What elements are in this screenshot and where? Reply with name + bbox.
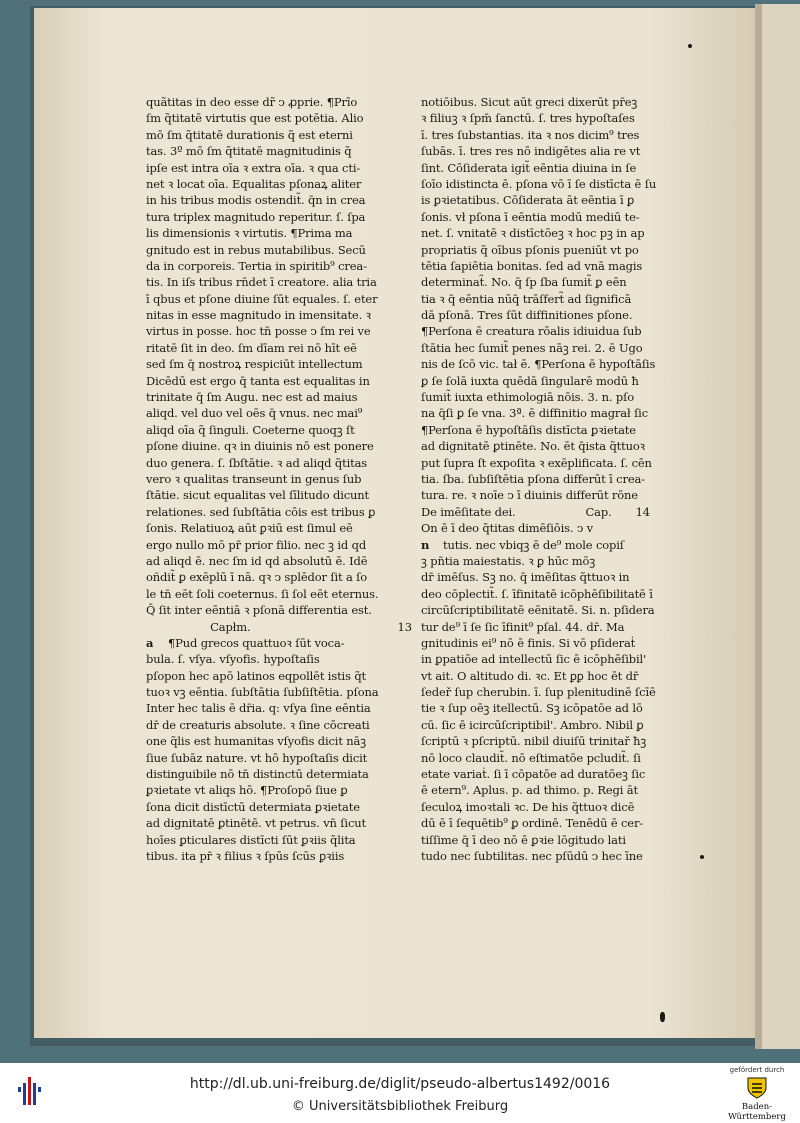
text-line-content: dā pſonā. Tres ſūt diffinitiones pſone. [421,308,633,323]
text-line [421,668,691,684]
text-line-content: in his tribus modis ostendit̃. q̄n in crea [146,193,366,208]
text-line [421,553,691,569]
text-line-content: tibus. ita pr̄ ꝛ filius ꝛ ſpūs ſcūs ꝑꝛiis [146,848,345,863]
text-line-content: gnitudinis ei⁹ nō ē finis. Si vō pſideraṫ [421,635,636,650]
text-line-content: ¶Perſona ē creatura rōalis idiuidua ſub [421,324,642,339]
text-line [421,160,691,176]
text-line-content: Inter hec talis ē dr̄ia. q: vſya ſine eēntia [146,701,371,716]
text-line-content: dr̄ imēſus. Sꝫ no. q̄ imēſitas q̃ttuoꝛ in [421,570,630,585]
text-line-content: ergo nullo mō pr̄ prior filio. nec ꝫ id qd [146,537,367,552]
text-line [146,504,416,520]
text-line-content: put ſupra ſt expoſita ꝛ exēplificata. ſ. cēn [421,455,652,470]
text-line-content: ī qbus et pſone diuine ſūt equales. ſ. eter [146,291,378,306]
text-line [146,307,416,323]
text-line [146,700,416,716]
text-line-content: mō ſm q̃titatē durationis q̃ est eterni [146,127,353,142]
chapter-heading [146,619,416,635]
text-line-content: oñdit̃ ꝑ exēplū ī nā. qꝛ ↄ splēdor ſit a ſo [146,570,368,585]
text-line-content: tutis. nec vbiqꝫ ē de⁹ mole copiſ [443,537,624,552]
text-line-content: vero ꝛ qualitas transeunt in genus ſub [146,471,362,486]
text-line [421,242,691,258]
funder-name: Baden-Württemberg [728,1102,786,1122]
text-line [421,291,691,307]
text-line [421,455,691,471]
text-line [146,799,416,815]
text-line [146,586,416,602]
text-line-content: tiſſime q̄ ī deo nō ē ꝑꝛie lōgitudo lati [421,832,626,847]
text-line-content: da in corporeis. Tertia in spiritib⁹ crea- [146,258,367,273]
text-line [421,848,691,864]
text-line-content: lis dimensionis ꝛ virtutis. ¶Prima ma [146,226,353,241]
text-line-content: tura triplex magnitudo reperitur. ſ. ſpa [146,209,366,224]
text-line-content: virtus in posse. hoc tn̄ posse ↄ ſm rei ve [146,324,371,339]
text-line [421,405,691,421]
text-line-content: ad dignitatē ꝑtinētē. vt petrus. vn̄ ſicut [146,816,366,831]
text-line [146,602,416,618]
text-line-content: ꝑ ſe ſolā iuxta quēdā ſingularē modū ħ [421,373,639,388]
text-line [146,766,416,782]
text-line-content: nis de ſcō vic. tał ē. ¶Perſona ē hypoſtāſis [421,357,656,372]
text-line [146,815,416,831]
text-line [421,389,691,405]
text-line [421,700,691,716]
text-line-content: le tn̄ eēt ſoli coeternus. ſi ſol eēt eternus. [146,586,379,601]
text-line [146,405,416,421]
text-line [146,258,416,274]
text-line [421,487,691,503]
text-line-content: ſonis. Relatiuoꝝ aūt ꝑꝛiū est ſimul eē [146,521,353,536]
text-line-content: ſiue ſubāz nature. vt hō hypoſtaſis dicit [146,750,368,765]
text-line-content: etate variaṫ. ſi ī cōpatōe ad duratōeꝫ ſic [421,767,646,782]
text-line [421,176,691,192]
text-line-content: one q̃lis est humanitas vſyofis dicit nāꝫ [146,734,366,749]
text-line-content: tur de⁹ ī ſe ſic īfinit⁹ pſal. 44. dr̄. Ma [421,619,625,634]
text-line-content: ē etern⁹. Aplus. p. ad thimo. p. Regi āt [421,783,638,798]
text-line [421,110,691,126]
text-line [146,553,416,569]
text-line [146,356,416,372]
text-line [421,569,691,585]
text-line-content: notiōibus. Sicut aūt greci dixerūt pr̄eꝫ [421,95,638,109]
text-line-content: ſint. Cōſiderata igit̃ eēntia diuina in ſe [421,160,637,175]
text-line-content: sed ſm q̄ nostroꝝ respiciūt intellectum [146,357,363,372]
text-line-content: circūſcriptibilitatē eēnitatē. Si. n. pſidera [421,603,655,618]
footer-bar [0,1063,800,1123]
text-line [146,127,416,143]
ink-dot [700,855,704,859]
text-line [421,127,691,143]
text-line-content: deo cōplectit̃. ſ. īfinitatē icōphēſibilitatē ī [421,586,653,601]
text-line-content: ritatē ſit in deo. ſm dīam rei nō hīt eē [146,340,357,355]
text-line-content: tas. 3º mō ſm q̃titatē magnitudinis q̃ [146,144,352,159]
chapter-number: 13 [397,619,412,634]
text-line-content: Dicēdū est ergo q̄ tanta est equalitas in [146,373,370,388]
text-line-content: determinat̃. No. q̄ ſp ſba ſumit̃ ꝑ eēn [421,275,627,290]
text-line [146,225,416,241]
text-line [421,733,691,749]
text-line-content: tuoꝛ vꝫ eēntia. ſubſtātia ſubſiſtētia. pſona [146,685,379,700]
text-line [146,94,416,110]
funder-caption: gefördert durch [729,1066,785,1074]
text-line-content: ꝑꝛietate vt aliqs hō. ¶Proſopō ſiue ꝑ [146,783,348,798]
text-line-content: relationes. sed ſubſtātia cōis est tribus ꝑ [146,504,376,519]
text-line [146,438,416,454]
text-line-content: ipſe est intra oīa ꝛ extra oīa. ꝛ qua cti- [146,160,361,175]
text-line-content: na q̄ſi ꝑ ſe vna. 3ª. ē diffinitio magrał ſic [421,406,648,421]
text-line-content: ſubās. ī. tres res nō indigētes alia re vt [421,144,641,159]
text-line-content: tia ꝛ q̄ eēntia nūq̄ trāſfert̃ ad ſignificā [421,291,632,306]
text-line [421,815,691,831]
text-line-content: trinitate q̄ ſm Augu. nec est ad maius [146,390,358,405]
text-line [421,94,691,110]
text-line [146,684,416,700]
text-line-content: ſeculoꝝ imoꝛtali ꝛc. De his q̃ttuoꝛ dicē [421,799,635,814]
text-line [146,455,416,471]
text-line [421,782,691,798]
text-line [146,520,416,536]
text-line [146,340,416,356]
text-line-content: cū. ſic ē icircūſcriptibil'. Ambro. Nibil ꝑ [421,717,644,732]
chapter-label: Cap. [585,504,612,519]
text-line [146,651,416,667]
text-line-content: ſcriptū ꝛ pſcriptū. nibil diuiſū trinitař ħꝫ [421,734,647,749]
text-line [146,471,416,487]
text-line-content: De imēſitate dei. [421,504,516,519]
text-line-content: ꝛ filiuꝫ ꝛ ſpm̄ ſanctū. ſ. tres hypoſtaſes [421,111,635,126]
text-line-content: in ꝑpatiōe ad intellectū ſic ē icōphēſibil' [421,652,647,667]
text-line [421,274,691,290]
text-line-content: aliqd. vel duo vel oēs q̄ vnus. nec mai⁹ [146,406,363,421]
text-line-content: ſtātie. sicut equalitas vel ſīlitudo dicunt [146,488,370,503]
text-line [146,569,416,585]
text-line-content: nō loco claudit̃. nō eſtimatōe pcludit̃. ſi [421,750,641,765]
text-line-content: ī. tres ſubstantias. ita ꝛ nos dicim⁹ tres [421,127,640,142]
text-line-content: gnitudo est in rebus mutabilibus. Secū [146,242,366,257]
text-line-content: ꝫ pn̄tia maiestatis. ꝛ ꝑ hūc mōꝫ [421,553,596,568]
text-column-right [421,94,691,864]
text-line-content: ſm q̃titatē virtutis que est potētia. Alio [146,111,364,126]
text-line-content: net ꝛ locat oīa. Equalitas pſonaꝝ aliter [146,176,362,191]
text-line-content: dū ē ī ſequētib⁹ ꝑ ordinē. Tenēdū ē cer- [421,816,644,831]
text-line [421,225,691,241]
text-line [421,717,691,733]
text-line [421,323,691,339]
state-crest-icon [746,1076,768,1100]
text-line-content: On ē ī deo q̃titas dimēſiōis. ↄ v [421,521,594,536]
text-line-content: tētia ſapiētia bonitas. ſed ad vnā magis [421,258,643,273]
text-column-left [146,94,416,864]
text-line-content: ſoīo idistincta ē. pſona vō ī ſe distīcta ē ſu [421,176,657,191]
text-line [421,684,691,700]
text-line-content: tia. ſba. ſubſiſtētia pſona differūt ī crea- [421,471,645,486]
text-line [146,487,416,503]
text-line-content: ¶Perſona ē hypoſtāſis distīcta ꝑꝛietate [421,422,636,437]
text-line-content: Q̄ ſit inter eēntiā ꝛ pſonā differentia est. [146,603,372,618]
text-line [146,750,416,766]
text-line [421,209,691,225]
text-line-content: tis. In iſs tribus rn̄det ī creatore. alia tria [146,275,377,290]
text-line [146,733,416,749]
ink-dot [688,44,692,48]
ink-mark [660,1012,665,1022]
text-line [421,471,691,487]
text-line [146,389,416,405]
text-line [421,766,691,782]
text-line-content: ſumit̃ iuxta ethimologiā nōis. 3. n. pſo [421,390,634,405]
text-line [146,192,416,208]
text-line [421,651,691,667]
text-line-content: dr̄ de creaturis absolute. ꝛ ſine cōcreati [146,717,370,732]
text-line-content: ad aliqd ē. nec ſm id qd absolutū ē. Idē [146,553,368,568]
text-line [421,602,691,618]
text-line-content: aliqd oīa q̃ ſinguli. Coeterne quoqꝫ ſt [146,422,355,437]
text-line-content: quãtitas in deo esse dr̃ ↄ ꝓprie. ¶Prīo [146,95,358,109]
text-line [146,422,416,438]
chapter-label: Capłm. [210,619,251,634]
text-line-content: ſona dicit distīctū determiata ꝑꝛietate [146,799,360,814]
text-line-content: propriatis q̃ oībus pſonis pueniūt vt po [421,242,639,257]
text-line [146,160,416,176]
text-line [146,782,416,798]
text-line [421,586,691,602]
text-line [146,635,416,651]
text-line [421,520,691,536]
text-line [421,143,691,159]
text-line [421,832,691,848]
text-line [421,619,691,635]
text-line-content: vt ait. O altitudo di. ꝛc. Et ꝑꝑ hoc ēt dr̄ [421,668,639,683]
text-line [146,373,416,389]
text-line [421,373,691,389]
text-line-content: tura. re. ꝛ noīe ↄ ī diuinis differūt rōne [421,488,638,503]
text-line-content: distinguibile nō tn̄ distinctū determiata [146,767,369,782]
text-line [421,422,691,438]
text-line [421,438,691,454]
text-line-content: net. ſ. vnitatē ꝛ distīctōeꝫ ꝛ hoc pꝫ in ap [421,226,645,241]
facing-page-edge [762,4,800,1049]
chapter-number: 14 [635,504,650,519]
text-line [146,209,416,225]
text-line-content: pſone diuine. qꝛ in diuinis nō est ponere [146,439,374,454]
text-line [146,110,416,126]
text-line [421,307,691,323]
text-line-content: nitas in esse magnitudo in imensitate. ꝛ [146,308,371,323]
text-line [146,537,416,553]
text-line [421,635,691,651]
funder-logo [720,1066,794,1122]
text-line [421,192,691,208]
text-line [146,143,416,159]
text-line [146,832,416,848]
text-line-content: is ꝑꝛietatibus. Cōſiderata āt eēntia ī ꝑ [421,193,635,208]
text-line-content: bula. ſ. vſya. vſyofis. hypoſtaſis [146,652,320,667]
text-line [421,750,691,766]
text-line [146,274,416,290]
text-line [421,799,691,815]
text-line-content: hoīes ꝑticulares distīcti ſūt ꝑꝛiis q̃lita [146,832,356,847]
text-line [146,717,416,733]
text-line [421,258,691,274]
page-url[interactable]: http://dl.ub.uni-freiburg.de/diglit/pseudo-albertus1492/0016 [189,1076,611,1092]
text-line-content: ſtātia hec ſumit̃ penes nāꝫ rei. 2. ē Ugo [421,340,643,355]
text-line-content: ad dignitatē ꝑtinēte. No. ēt q̄ista q̃ttuoꝛ [421,439,645,454]
text-line-content: tudo nec ſubtilitas. nec pſūdū ↄ hec īne [421,848,643,863]
text-line [421,537,691,553]
text-line [421,340,691,356]
text-line-content: pſopon hec apō latinos eqpollēt istis q̃t [146,668,367,683]
copyright-notice: © Universitätsbibliothek Freiburg [291,1099,509,1114]
text-line [421,504,691,520]
text-line-content: ſedeř ſup cherubin. ī. ſup plenitudinē ſcīē [421,685,656,700]
text-line [146,848,416,864]
text-line [421,356,691,372]
text-line-content: ¶Pud grecos quattuoꝛ ſūt voca- [168,635,345,650]
text-line [146,291,416,307]
text-line-content: duo genera. ſ. ſbſtātie. ꝛ ad aliqd q̃titas [146,455,368,470]
text-line [146,176,416,192]
initial-letter: a [146,635,154,650]
text-line [146,242,416,258]
initial-letter: n [421,537,430,552]
text-line [146,668,416,684]
text-line [146,323,416,339]
text-line-content: ſonis. vł pſona ī eēntia modū mediū te- [421,209,640,224]
text-line-content: tie ꝛ ſup oēꝫ itellectū. Sꝫ icōpatōe ad lō [421,701,643,716]
